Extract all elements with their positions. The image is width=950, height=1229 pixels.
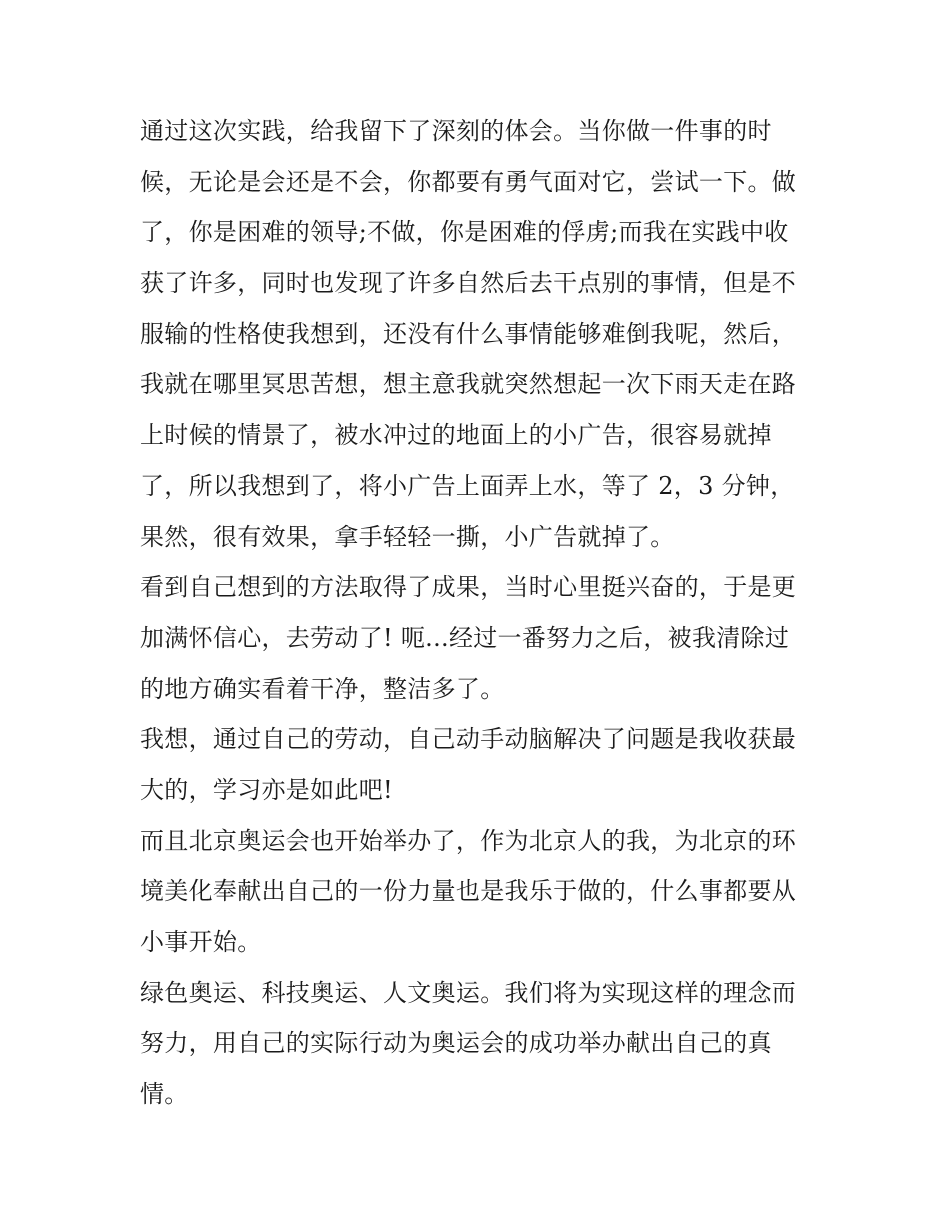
text-line-1: 通过这次实践，给我留下了深刻的体会。当你做一件事的时: [140, 117, 772, 145]
text-line-13: 我想，通过自己的劳动，自己动手动脑解决了问题是我收获最: [140, 725, 797, 754]
text-line-14: 大的，学习亦是如此吧!: [140, 775, 393, 804]
text-line-7: 上时候的情景了，被水冲过的地面上的小广告，很容易就掉: [140, 421, 772, 450]
document-body: [140, 106, 814, 1120]
text-line-12: 的地方确实看着干净，整洁多了。: [140, 674, 505, 703]
text-line-5: 服输的性格使我想到，还没有什么事情能够难倒我呢，然后，: [140, 319, 797, 348]
text-line-16: 境美化奉献出自己的一份力量也是我乐于做的，什么事都要从: [140, 877, 797, 906]
text-line-9: 果然，很有效果，拿手轻轻一撕，小广告就掉了。: [140, 522, 675, 551]
text-line-17: 小事开始。: [140, 928, 262, 956]
text-line-6: 我就在哪里冥思苦想，想主意我就突然想起一次下雨天走在路: [140, 370, 797, 399]
text-line-15: 而且北京奥运会也开始举办了，作为北京人的我，为北京的环: [140, 826, 797, 855]
text-line-2: 候，无论是会还是不会，你都要有勇气面对它，尝试一下。做: [140, 167, 797, 196]
text-line-8: 了，所以我想到了，将小广告上面弄上水，等了 2，3 分钟，: [140, 471, 795, 500]
text-line-10: 看到自己想到的方法取得了成果，当时心里挺兴奋的，于是更: [140, 573, 797, 602]
text-line-11: 加满怀信心，去劳动了! 呃...经过一番努力之后，被我清除过: [140, 623, 790, 652]
text-line-3: 了，你是困难的领导;不做，你是困难的俘虏;而我在实践中收: [140, 218, 789, 247]
text-line-19: 努力，用自己的实际行动为奥运会的成功举办献出自己的真: [140, 1029, 772, 1058]
text-line-20: 情。: [140, 1080, 189, 1109]
text-line-4: 获了许多，同时也发现了许多自然后去干点别的事情，但是不: [140, 269, 797, 298]
text-line-18: 绿色奥运、科技奥运、人文奥运。我们将为实现这样的理念而: [140, 978, 797, 1007]
